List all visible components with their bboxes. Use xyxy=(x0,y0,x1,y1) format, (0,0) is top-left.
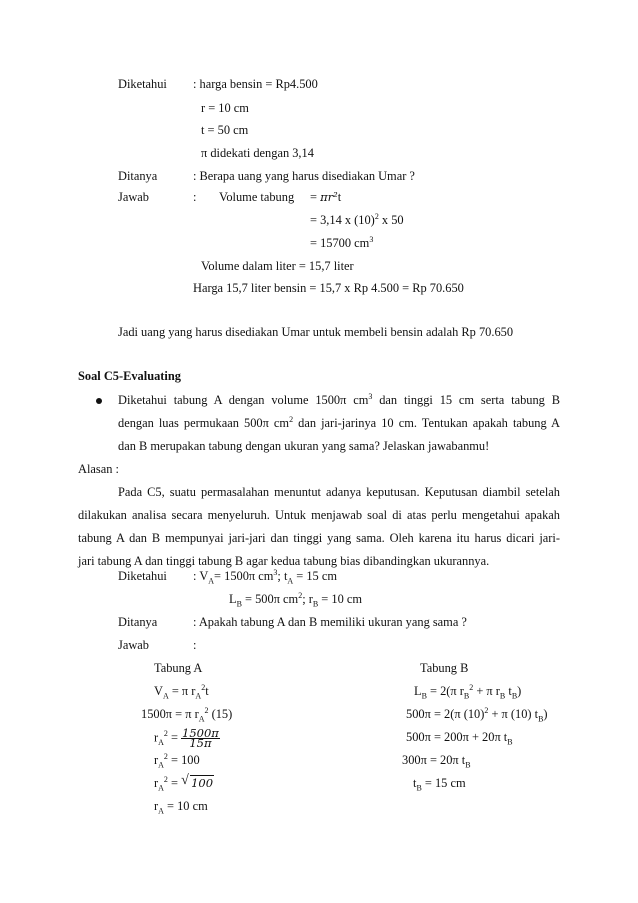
given-sub: A xyxy=(208,576,215,586)
tabung-a-step-5 xyxy=(154,775,214,791)
soal-text: dan tinggi 15 cm serta tabung B xyxy=(372,393,560,407)
soal-text: dengan luas permukaan 500π cm xyxy=(118,416,290,430)
step-sup: 2 xyxy=(201,682,206,692)
soal-sup: 2 xyxy=(289,414,294,424)
eq-part: x 50 xyxy=(378,213,404,227)
step-sub: B xyxy=(465,760,471,770)
step-sup: 2 xyxy=(484,705,489,715)
step-part: + π (10) t xyxy=(488,707,539,721)
step-sub: B xyxy=(499,691,506,701)
given-sub: B xyxy=(312,599,319,609)
step-part: = π r xyxy=(168,684,196,698)
step-part: + π r xyxy=(473,684,500,698)
alasan-p3: tabung A dan B mempunyai jari-jari dan tinggi yang sama. Oleh karena itu harus dicari jari- xyxy=(78,531,560,545)
given-t: t = 50 cm xyxy=(201,123,249,137)
soal-line-3: dan B merupakan tabung dengan ukuran yang sama? Jelaskan jawabanmu! xyxy=(118,439,490,453)
step-part: = 10 cm xyxy=(163,799,208,813)
eq-part: = 15700 cm xyxy=(310,236,370,250)
given-sub: A xyxy=(287,576,294,586)
step-sub: A xyxy=(195,691,202,701)
given-part: = 500π cm xyxy=(241,592,299,606)
step-part: t xyxy=(505,684,512,698)
alasan-p2: dilakukan analisa secara menyeluruh. Untuk menjawab soal di atas perlu mengetahui apakah xyxy=(78,508,560,522)
tabung-a-step-2 xyxy=(141,706,232,722)
step-part: ) xyxy=(517,684,522,698)
step-part: 300π = 20π t xyxy=(402,753,466,767)
given-part: = 1500π cm xyxy=(214,569,274,583)
given-part: L xyxy=(229,592,237,606)
tabung-b-step-4 xyxy=(402,752,471,768)
alasan-label: Alasan : xyxy=(78,462,119,476)
tabung-a-step-1 xyxy=(154,683,209,699)
step-sub: A xyxy=(158,760,164,770)
step-part: L xyxy=(414,684,422,698)
step-sub: B xyxy=(416,783,422,793)
step-part: = 15 cm xyxy=(421,776,466,790)
sqrt-symbol xyxy=(181,775,214,791)
diketahui-label: Diketahui xyxy=(118,77,167,91)
conclusion: Jadi uang yang harus disediakan Umar untuk membeli bensin adalah Rp 70.650 xyxy=(118,325,514,339)
step-part: t xyxy=(413,776,417,790)
tabung-b-step-2 xyxy=(406,706,548,722)
soal-line-2 xyxy=(118,415,560,431)
step-part: r xyxy=(154,776,159,790)
step-sub: A xyxy=(158,806,164,816)
eq-part: = 3,14 x (10) xyxy=(310,213,375,227)
tabung-a-step-3 xyxy=(154,726,220,750)
tabung-b-title: Tabung B xyxy=(420,661,469,675)
step-part: = 100 xyxy=(167,753,200,767)
fraction xyxy=(181,726,220,750)
given-part: = 10 cm xyxy=(318,592,363,606)
pi-r-squared-formula: πr² xyxy=(320,190,338,204)
soal-heading: Soal C5-Evaluating xyxy=(78,369,181,383)
step-part: = 2(π r xyxy=(426,684,464,698)
step-part: 500π = 200π + 20π t xyxy=(406,730,508,744)
eq-sup: 3 xyxy=(369,234,374,244)
eq-suffix: t xyxy=(337,190,342,204)
step-sub: B xyxy=(511,691,518,701)
diketahui-label-2: Diketahui xyxy=(118,569,167,583)
radicand: 100 xyxy=(191,776,214,790)
tabung-b-step-3 xyxy=(406,729,513,745)
eq-sup: 2 xyxy=(374,211,379,221)
step-part: = xyxy=(167,730,179,745)
given-part: ; t xyxy=(277,569,288,583)
step-sup: 2 xyxy=(469,682,474,692)
tabung-b-step-5 xyxy=(413,775,466,791)
step-part: V xyxy=(154,684,163,698)
tabung-a-step-6 xyxy=(154,798,208,814)
volume-label: Volume tabung xyxy=(219,190,295,204)
jawab-label: Jawab xyxy=(118,190,149,204)
given-r: r = 10 cm xyxy=(201,101,249,115)
step-sub: B xyxy=(507,737,513,747)
soal-sup: 3 xyxy=(368,391,373,401)
step-part: = xyxy=(167,776,182,790)
volume-equation-1 xyxy=(310,189,341,205)
given-sub: B xyxy=(236,599,242,609)
step-sub: A xyxy=(198,714,205,724)
ditanya-label: Ditanya xyxy=(118,169,158,183)
soal-line-1 xyxy=(118,392,560,408)
given-va-ta xyxy=(193,568,337,584)
step-part: 1500π = π r xyxy=(141,707,199,721)
jawab-colon-2: : xyxy=(193,638,197,652)
step-sub: A xyxy=(158,783,164,793)
step-sup: 2 xyxy=(163,751,168,761)
given-part: ; r xyxy=(302,592,313,606)
alasan-p1: Pada C5, suatu permasalahan menuntut adanya keputusan. Keputusan diambil setelah xyxy=(118,485,560,499)
step-part: (15) xyxy=(208,707,233,721)
radical-sign: √ xyxy=(181,773,189,788)
ditanya-label-2: Ditanya xyxy=(118,615,158,629)
volume-equation-3 xyxy=(310,235,373,251)
given-lb-rb xyxy=(229,591,362,607)
step-sub: A xyxy=(158,737,164,747)
step-part: 500π = 2(π (10) xyxy=(406,707,485,721)
alasan-p4: jari tabung A dan tinggi tabung B agar kedua tabung bias dibandingkan ukurannya. xyxy=(78,554,490,568)
soal-text: Diketahui tabung A dengan volume 1500π cm xyxy=(118,393,369,407)
step-sup: 2 xyxy=(163,774,168,784)
step-sub: A xyxy=(162,691,169,701)
given-sup: 2 xyxy=(298,590,303,600)
tabung-a-title: Tabung A xyxy=(154,661,203,675)
step-part: ) xyxy=(543,707,548,721)
harga-bensin: : harga bensin = Rp4.500 xyxy=(193,77,318,91)
given-part: = 15 cm xyxy=(293,569,337,583)
jawab-label-2: Jawab xyxy=(118,638,149,652)
eq-prefix: = xyxy=(310,190,321,204)
step-part: t xyxy=(205,684,209,698)
step-sup: 2 xyxy=(163,729,168,739)
given-part: : V xyxy=(193,569,209,583)
ditanya-text-2: : Apakah tabung A dan B memiliki ukuran yang sama ? xyxy=(193,615,467,629)
fraction-denominator: 15π xyxy=(189,736,212,750)
step-sub: B xyxy=(538,714,544,724)
volume-liter: Volume dalam liter = 15,7 liter xyxy=(201,259,354,273)
step-part: r xyxy=(154,753,159,767)
step-sup: 2 xyxy=(204,705,209,715)
harga-total: Harga 15,7 liter bensin = 15,7 x Rp 4.500 = Rp 70.650 xyxy=(193,281,464,295)
tabung-a-step-4 xyxy=(154,752,200,768)
tabung-b-step-1 xyxy=(414,683,521,699)
volume-equation-2 xyxy=(310,212,404,228)
step-part: r xyxy=(154,799,159,813)
step-sub: B xyxy=(463,691,470,701)
given-sup: 3 xyxy=(273,567,278,577)
fraction-numerator: 1500π xyxy=(182,726,219,740)
jawab-colon: : xyxy=(193,190,197,204)
step-part: r xyxy=(154,730,159,745)
bullet-icon xyxy=(96,398,102,404)
ditanya-text: : Berapa uang yang harus disediakan Umar ? xyxy=(193,169,415,183)
soal-text: dan jari-jarinya 10 cm. Tentukan apakah tabung A xyxy=(293,416,561,430)
step-sub: B xyxy=(421,691,427,701)
given-pi: π didekati dengan 3,14 xyxy=(201,146,314,160)
